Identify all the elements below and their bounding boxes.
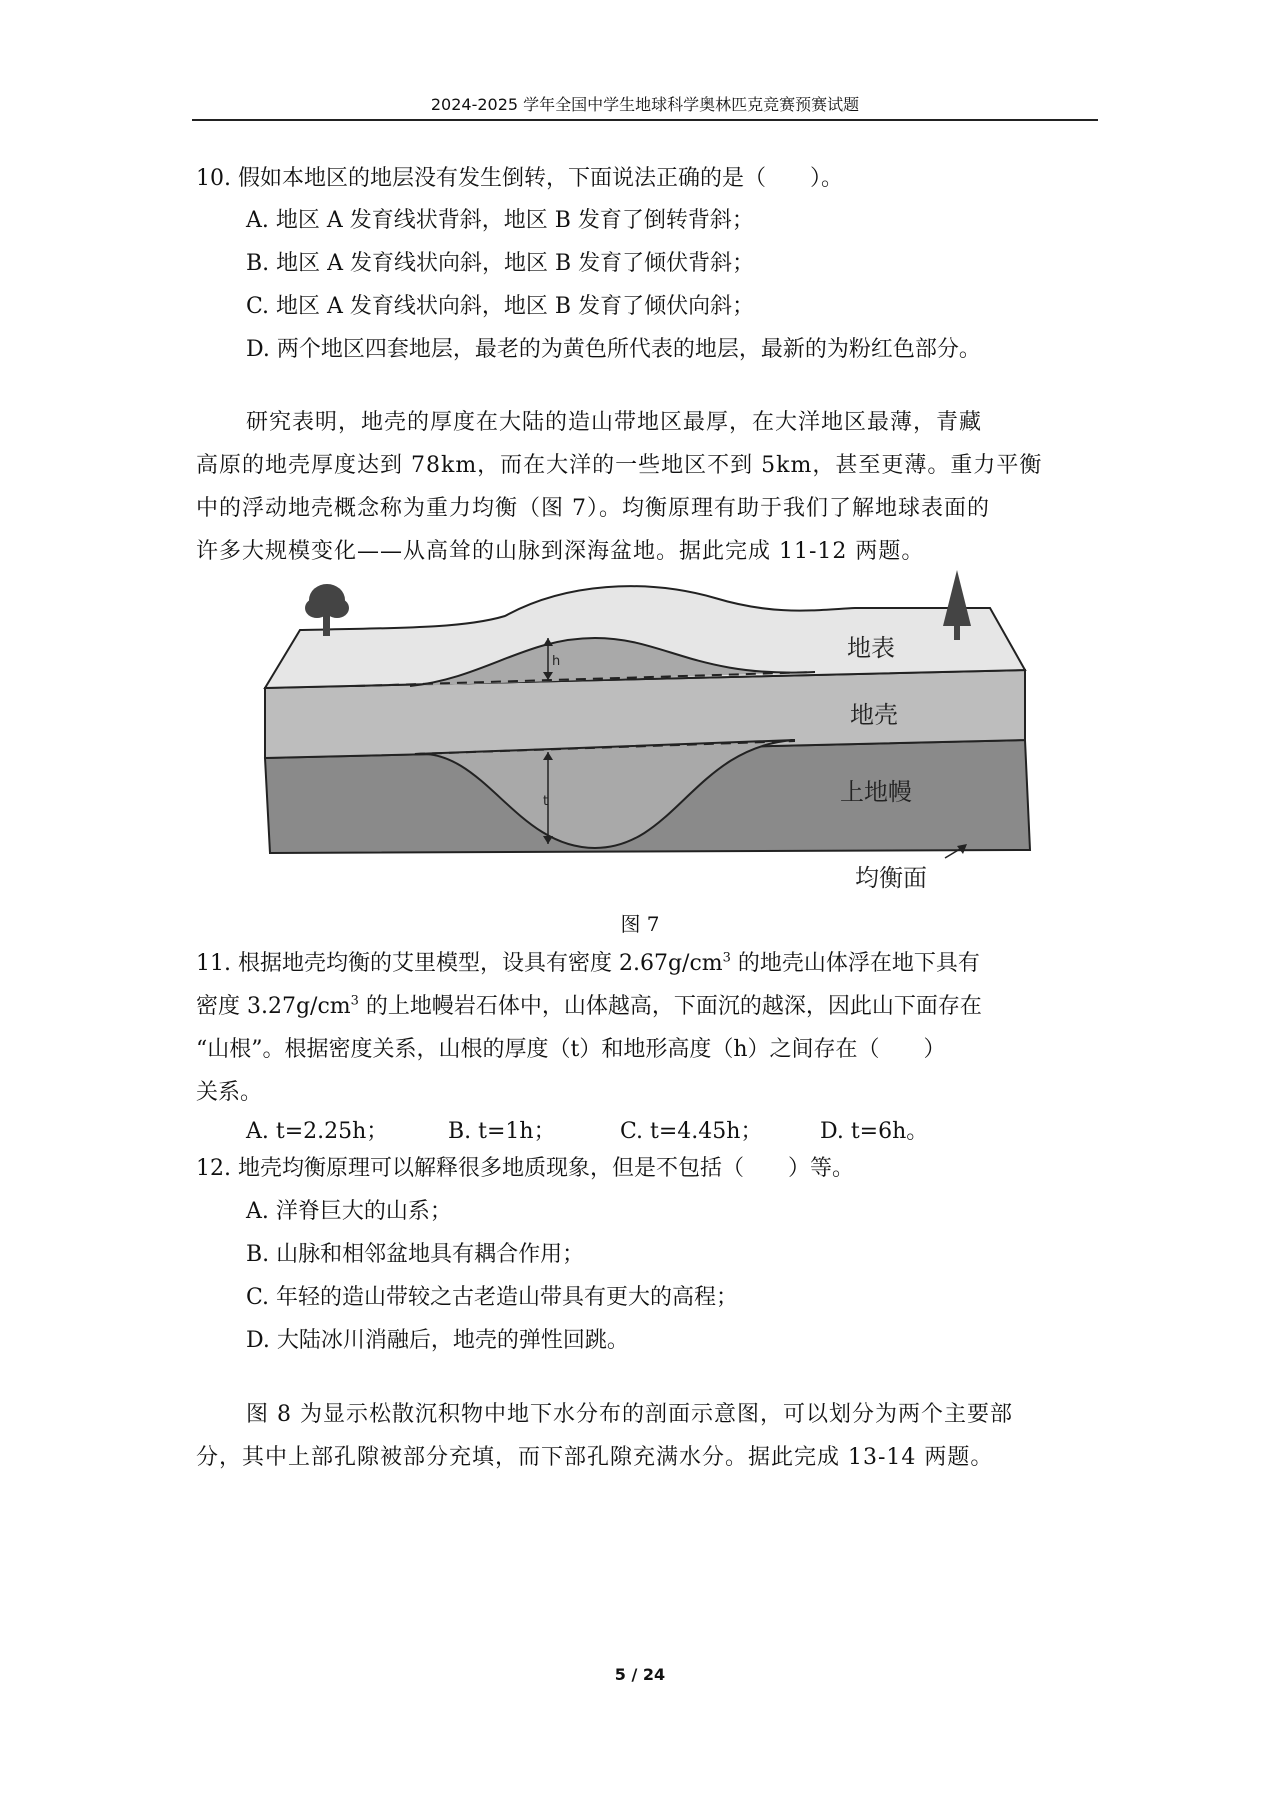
q11-line-4: 关系。 xyxy=(196,1080,263,1105)
q11-line-2: 密度 $3.27g/cm^3$ 的上地幔岩石体中，山体越高，下面沉的越深，因此山下面存在 xyxy=(196,993,982,1019)
q10-option-d: D. 两个地区四套地层，最老的为黄色所代表的地层，最新的为粉红色部分。 xyxy=(246,337,981,362)
intro1-line-3: 中的浮动地壳概念称为重力均衡（图 7）。均衡原理有助于我们了解地球表面的 xyxy=(196,496,990,521)
label-surface: 地表 xyxy=(847,634,895,662)
q10-option-b: B. 地区 A 发育线状向斜，地区 B 发育了倾伏背斜； xyxy=(246,251,755,276)
q12-option-c: C. 年轻的造山带较之古老造山带具有更大的高程； xyxy=(246,1285,739,1310)
page-number: 5 / 24 xyxy=(614,1665,666,1684)
q12-option-d: D. 大陆冰川消融后，地壳的弹性回跳。 xyxy=(246,1328,629,1353)
q11-option-a: A. t=2.25h； xyxy=(246,1119,389,1144)
q12-option-a: A. 洋脊巨大的山系； xyxy=(246,1199,452,1224)
label-crust: 地壳 xyxy=(850,701,898,729)
q11-option-c: C. t=4.45h； xyxy=(620,1119,763,1144)
label-mantle: 上地幔 xyxy=(840,778,912,806)
page-header: 2024-2025 学年全国中学生地球科学奥林匹克竞赛预赛试题 xyxy=(430,95,860,114)
q12-option-b: B. 山脉和相邻盆地具有耦合作用； xyxy=(246,1242,585,1267)
q11-options xyxy=(0,1121,1280,1147)
intro1-line-4: 许多大规模变化——从高耸的山脉到深海盆地。据此完成 11-12 两题。 xyxy=(196,539,925,564)
t-label: t xyxy=(543,794,549,809)
intro2-line-2: 分，其中上部孔隙被部分充填，而下部孔隙充满水分。据此完成 13-14 两题。 xyxy=(196,1445,994,1470)
label-isostatic-surface: 均衡面 xyxy=(855,864,927,892)
q12-stem: 12. 地壳均衡原理可以解释很多地质现象，但是不包括（ ）等。 xyxy=(196,1156,854,1181)
q11-option-d: D. t=6h。 xyxy=(820,1119,929,1144)
q11-line-3: “山根”。根据密度关系，山根的厚度（t）和地形高度（h）之间存在（ ） xyxy=(196,1037,946,1062)
q10-stem: 10. 假如本地区的地层没有发生倒转，下面说法正确的是（ ）。 xyxy=(196,166,843,191)
figure-7-caption: 图 7 xyxy=(620,912,660,936)
q11-option-b: B. t=1h； xyxy=(448,1119,556,1144)
figure-7-isostasy-diagram xyxy=(255,568,1035,898)
intro2-line-1: 图 8 为显示松散沉积物中地下水分布的剖面示意图，可以划分为两个主要部 xyxy=(246,1402,1013,1427)
q11-line-1: 11. 根据地壳均衡的艾里模型，设具有密度 $2.67g/cm^3$ 的地壳山体浮在地下具有 xyxy=(196,950,980,976)
intro1-line-1: 研究表明，地壳的厚度在大陆的造山带地区最厚，在大洋地区最薄，青藏 xyxy=(246,410,983,435)
tree-icon-left xyxy=(305,584,349,636)
q10-option-c: C. 地区 A 发育线状向斜，地区 B 发育了倾伏向斜； xyxy=(246,294,755,319)
header-divider xyxy=(192,119,1098,121)
intro1-line-2: 高原的地壳厚度达到 78km，而在大洋的一些地区不到 5km，甚至更薄。重力平衡 xyxy=(196,453,1043,478)
q10-option-a: A. 地区 A 发育线状背斜，地区 B 发育了倒转背斜； xyxy=(246,208,754,233)
h-label: h xyxy=(552,654,561,669)
